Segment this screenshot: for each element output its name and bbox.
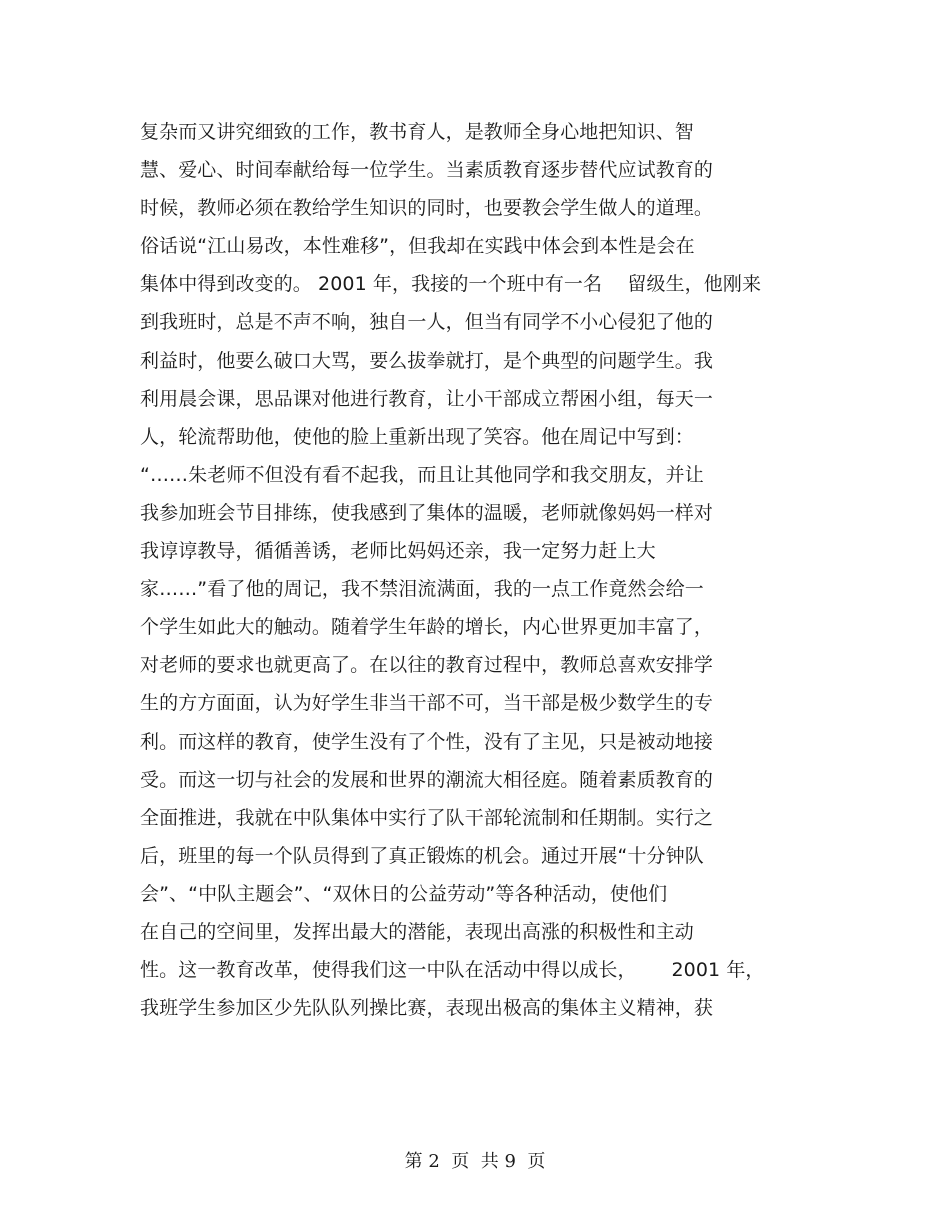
text-line: 后，班里的每一个队员得到了真正锻炼的机会。通过开展“十分钟队 [140,844,704,867]
text-line: “……朱老师不但没有看不起我，而且让其他同学和我交朋友，并让 [140,463,704,486]
text-line: 在自己的空间里，发挥出最大的潜能，表现出高涨的积极性和主动 [140,920,694,943]
text-line: 我谆谆教导，循循善诱，老师比妈妈还亲，我一定努力赶上大 [140,540,656,563]
text-line: 慧、爱心、时间奉献给每一位学生。当素质教育逐步替代应试教育的 [140,159,714,182]
text-line: 对老师的要求也就更高了。在以往的教育过程中，教师总喜欢安排学 [140,654,714,677]
text-line: 个学生如此大的触动。随着学生年龄的增长，内心世界更加丰富了， [140,616,714,639]
text-line: 我参加班会节目排练，使我感到了集体的温暖，老师就像妈妈一样对 [140,501,714,524]
text-line: 复杂而又讲究细致的工作，教书育人，是教师全身心地把知识、智 [140,121,694,143]
text-line: 受。而这一切与社会的发展和世界的潮流大相径庭。随着素质教育的 [140,768,714,791]
text-line: 利用晨会课，思品课对他进行教育，让小干部成立帮困小组，每天一 [140,387,714,410]
text-line: 利。而这样的教育，使学生没有了个性，没有了主见，只是被动地接 [140,730,714,753]
text-line: 性。这一教育改革，使得我们这一中队在活动中得以成长， 2001 年， [140,959,765,982]
body-text [140,113,820,1027]
text-line: 利益时，他要么破口大骂，要么拔拳就打，是个典型的问题学生。我 [140,349,714,372]
text-line: 到我班时，总是不声不响，独自一人，但当有同学不小心侵犯了他的 [140,311,714,334]
text-line: 会”、“中队主题会”、“双休日的公益劳动”等各种活动，使他们 [140,882,668,905]
text-line: 全面推进，我就在中队集体中实行了队干部轮流制和任期制。实行之 [140,806,714,829]
text-line: 我班学生参加区少先队队列操比赛，表现出极高的集体主义精神，获 [140,997,714,1020]
page-number-footer: 第 2 页 共 9 页 [404,1151,546,1172]
text-line: 家……”看了他的周记，我不禁泪流满面，我的一点工作竟然会给一 [140,578,704,601]
text-line: 人，轮流帮助他，使他的脸上重新出现了笑容。他在周记中写到： [140,425,694,448]
text-line: 集体中得到改变的。 2001 年，我接的一个班中有一名 留级生，他刚来 [140,273,762,296]
text-line: 生的方方面面，认为好学生非当干部不可，当干部是极少数学生的专 [140,692,714,715]
text-line: 俗话说“江山易改，本性难移”，但我却在实践中体会到本性是会在 [140,235,695,258]
text-line: 时候，教师必须在教给学生知识的同时，也要教会学生做人的道理。 [140,197,714,220]
